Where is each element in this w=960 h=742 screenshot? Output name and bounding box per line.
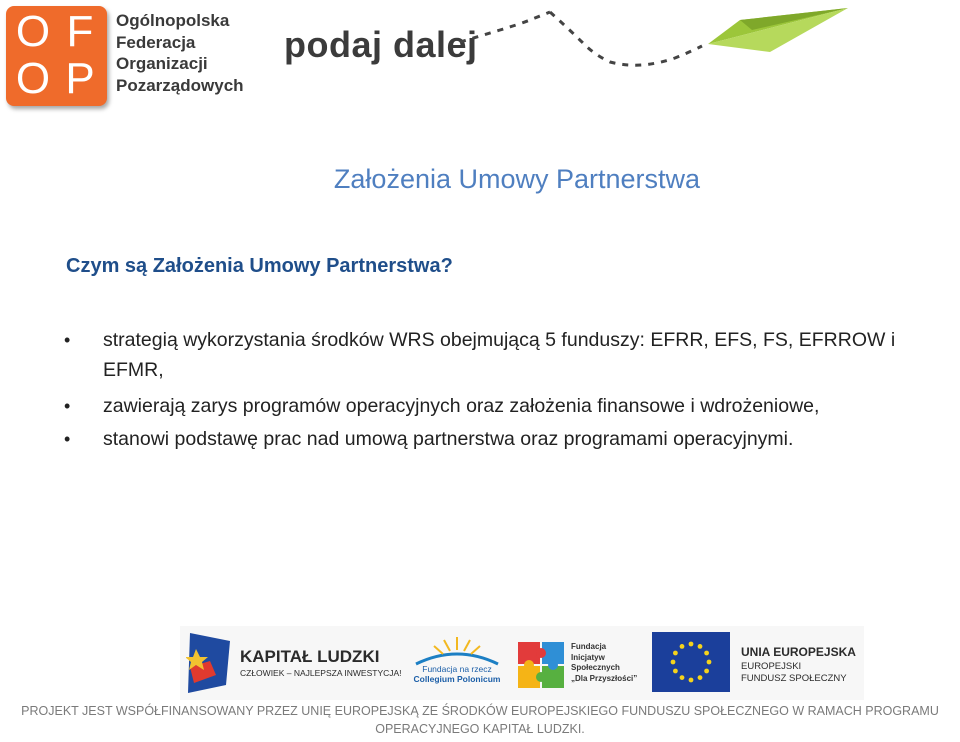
- list-item-text: stanowi podstawę prac nad umową partnerstwa oraz programami operacyjnymi.: [103, 428, 794, 450]
- ofop-letter: O: [15, 7, 51, 56]
- kapital-ludzki-flag-icon: [186, 631, 234, 695]
- question-heading: Czym są Założenia Umowy Partnerstwa?: [66, 255, 453, 277]
- bullet-icon: •: [64, 330, 71, 350]
- eu-subtitle: [741, 661, 847, 685]
- list-item: [62, 391, 957, 421]
- cofinancing-line: PROJEKT JEST WSPÓŁFINANSOWANY PRZEZ UNIĘ EUROPEJSKĄ ZE ŚRODKÓW EUROPEJSKIEGO FUNDUSZU SPOŁECZNEGO W RAMACH PROGRAMU: [21, 704, 939, 718]
- fundacja-polonicum-line: Collegium Polonicum: [413, 674, 501, 684]
- ofop-letter: P: [65, 54, 95, 103]
- fundacja-polonicum-line: Fundacja na rzecz: [422, 664, 492, 674]
- eu-title: UNIA EUROPEJSKA: [741, 645, 856, 659]
- list-item: [62, 424, 957, 454]
- bullet-icon: •: [64, 396, 71, 416]
- puzzle-logo-icon: [516, 640, 566, 690]
- eu-flag-icon: [652, 632, 730, 692]
- fundacja-fis-line: „Dla Przyszłości”: [571, 673, 638, 683]
- fundacja-fis-line: Społecznych: [571, 663, 620, 672]
- list-item: [62, 325, 957, 385]
- slogan: podaj dalej: [284, 24, 478, 65]
- ofop-name-line: Federacja: [116, 32, 196, 52]
- ofop-name-line: Ogólnopolska: [116, 11, 230, 30]
- bullet-list: [62, 325, 957, 454]
- ofop-letter: F: [66, 7, 94, 56]
- bullet-icon: •: [64, 429, 71, 449]
- ofop-name-line: Organizacji: [116, 54, 208, 73]
- paper-plane-icon: [440, 0, 860, 80]
- fundacja-fis-line: Fundacja: [571, 642, 607, 651]
- cofinancing-note: [0, 702, 960, 738]
- ofop-name-line: Pozarządowych: [116, 75, 244, 95]
- fundacja-fis-text: [571, 642, 637, 684]
- ofop-letter: O: [15, 54, 51, 103]
- ofop-name: [116, 10, 244, 96]
- cofinancing-line: OPERACYJNEGO KAPITAŁ LUDZKI.: [375, 722, 585, 736]
- slide-title: Założenia Umowy Partnerstwa: [333, 164, 701, 194]
- ofop-logo: [6, 6, 107, 106]
- list-item-text: strategią wykorzystania środków WRS obejmującą 5 funduszy: EFRR, EFS, FS, EFRROW i EFMR,: [103, 329, 896, 381]
- eu-subtitle-line: FUNDUSZ SPOŁECZNY: [741, 673, 847, 684]
- fundacja-polonicum-text: [412, 664, 502, 684]
- kapital-ludzki-title: KAPITAŁ LUDZKI: [240, 647, 380, 666]
- fundacja-fis-line: Inicjatyw: [571, 652, 605, 662]
- eu-subtitle-line: EUROPEJSKI: [741, 661, 802, 672]
- sun-logo-icon: [410, 634, 504, 666]
- list-item-text: zawierają zarys programów operacyjnych oraz założenia finansowe i wdrożeniowe,: [103, 395, 820, 417]
- kapital-ludzki-subtitle: CZŁOWIEK – NAJLEPSZA INWESTYCJA!: [240, 668, 402, 678]
